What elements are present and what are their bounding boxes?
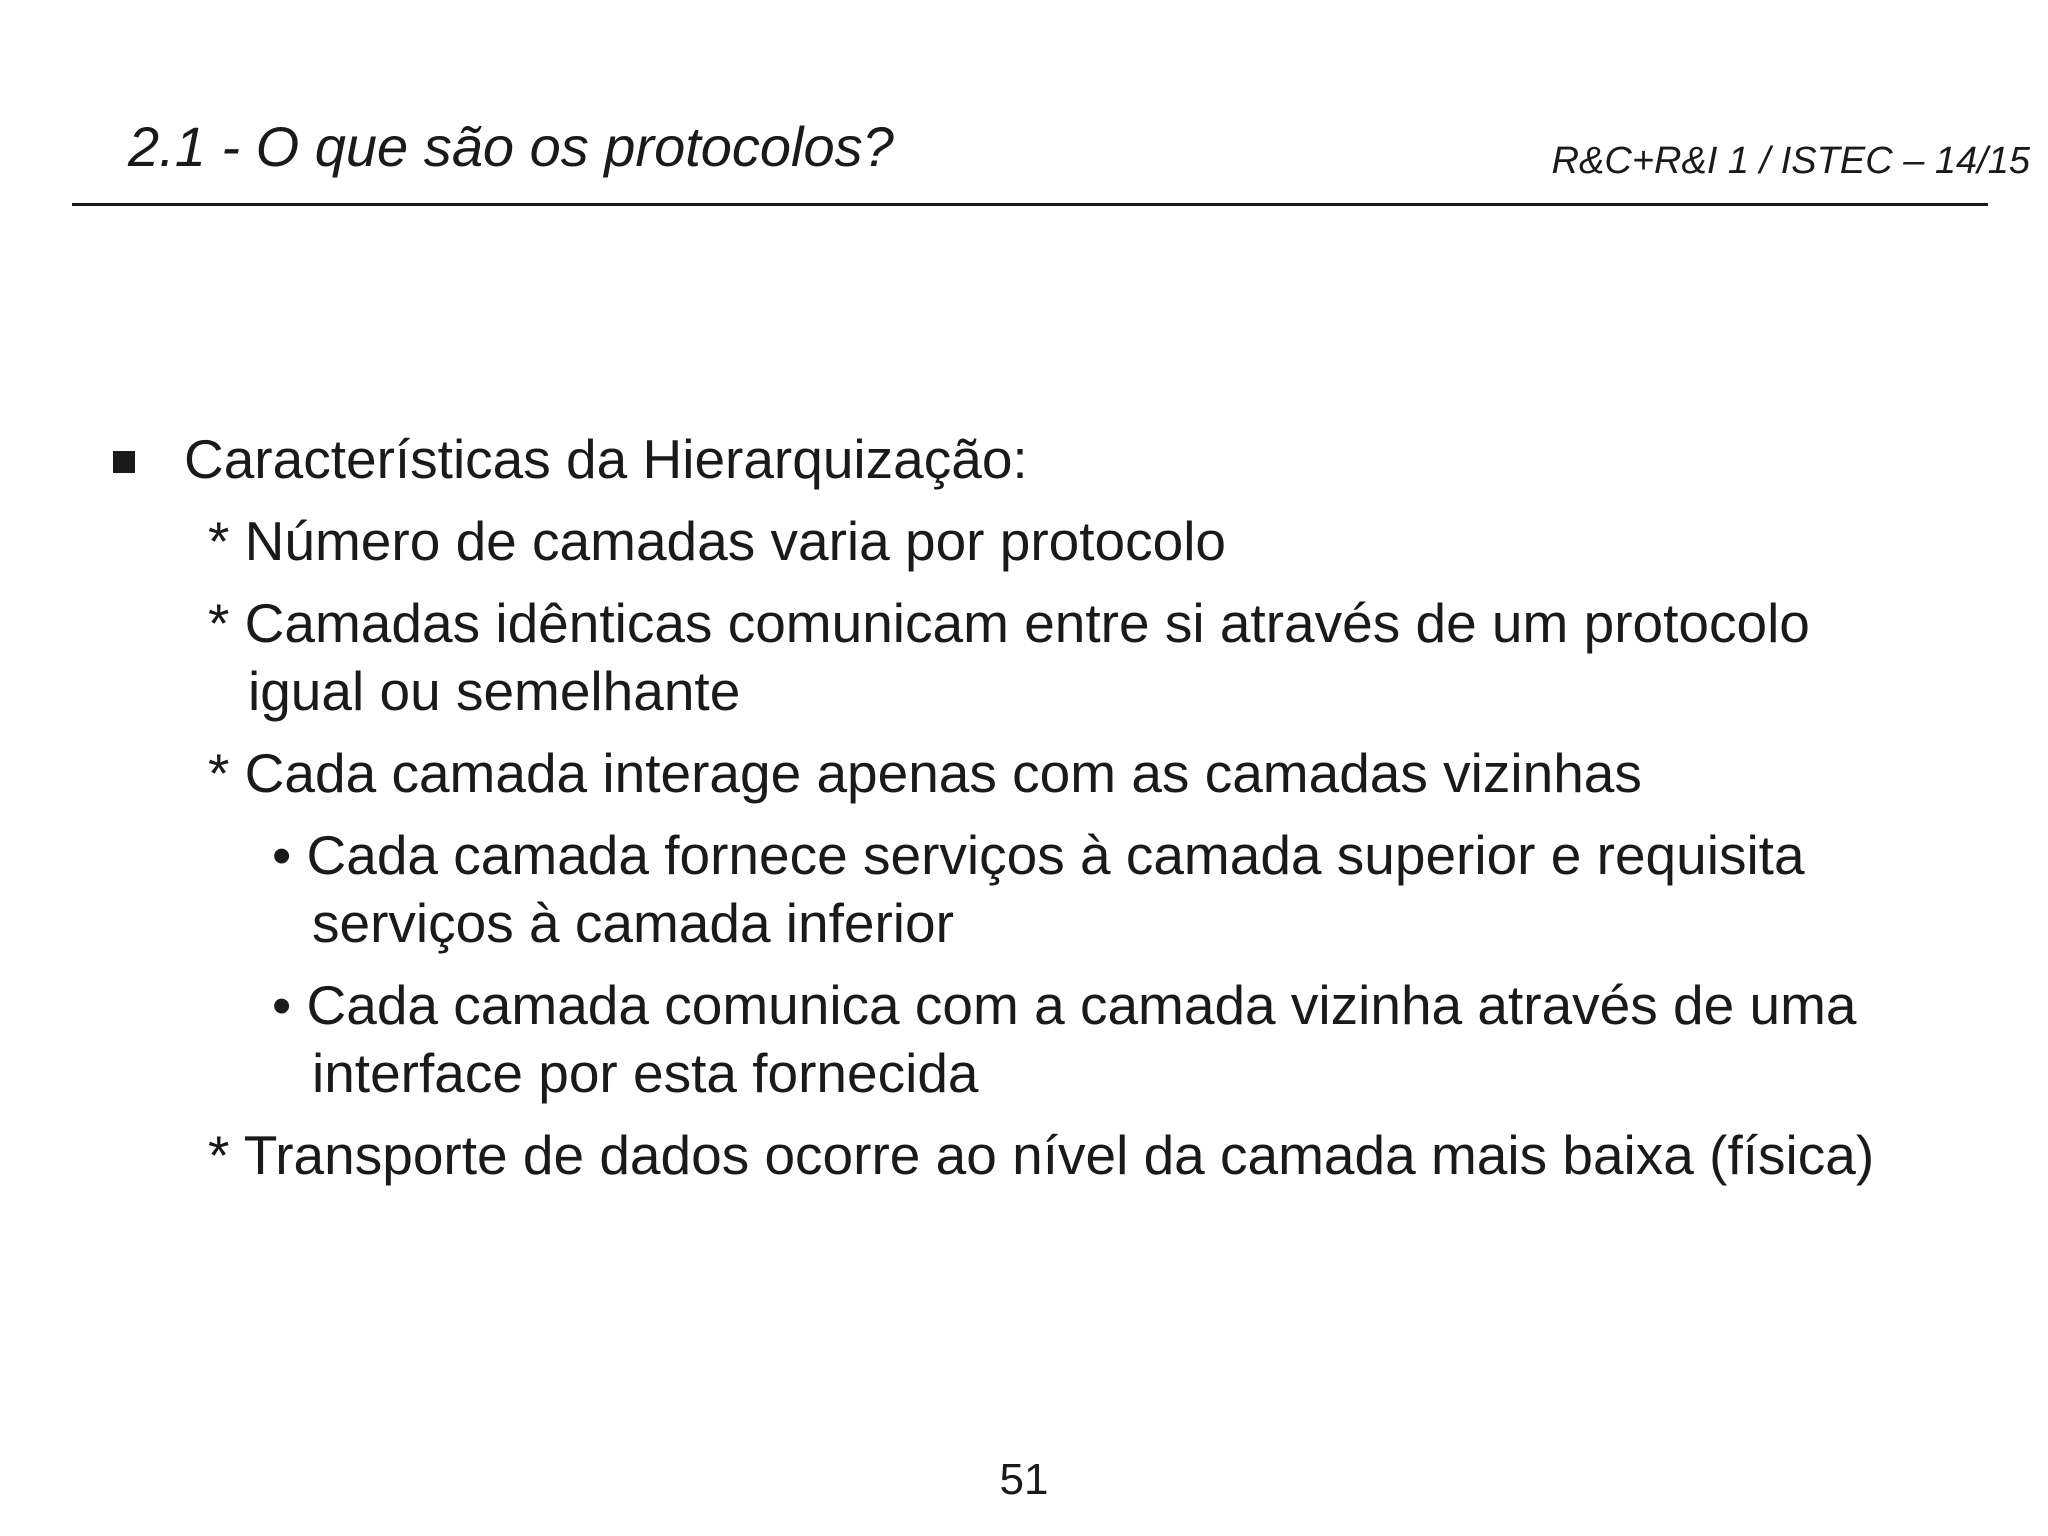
sub-list-item: • Cada camada fornece serviços à camada superior e requisita xyxy=(272,824,1805,886)
section-heading: Características da Hierarquização: xyxy=(184,428,1028,490)
square-bullet-icon xyxy=(113,451,135,473)
page-number: 51 xyxy=(999,1455,1049,1504)
slide-title: 2.1 - O que são os protocolos? xyxy=(128,115,894,178)
list-item-continuation: igual ou semelhante xyxy=(248,660,741,722)
course-tag: R&C+R&I 1 / ISTEC – 14/15 xyxy=(1551,140,2030,182)
sub-list-item: • Cada camada comunica com a camada vizinha através de uma xyxy=(272,974,1857,1036)
list-item: * Número de camadas varia por protocolo xyxy=(208,510,1227,572)
header-divider xyxy=(72,203,1988,206)
list-item: * Transporte de dados ocorre ao nível da camada mais baixa (física) xyxy=(208,1124,1875,1186)
sub-list-item-continuation: serviços à camada inferior xyxy=(312,892,954,954)
sub-list-item-continuation: interface por esta fornecida xyxy=(312,1042,979,1104)
list-item: * Camadas idênticas comunicam entre si através de um protocolo xyxy=(208,592,1810,654)
list-item: * Cada camada interage apenas com as camadas vizinhas xyxy=(208,742,1642,804)
